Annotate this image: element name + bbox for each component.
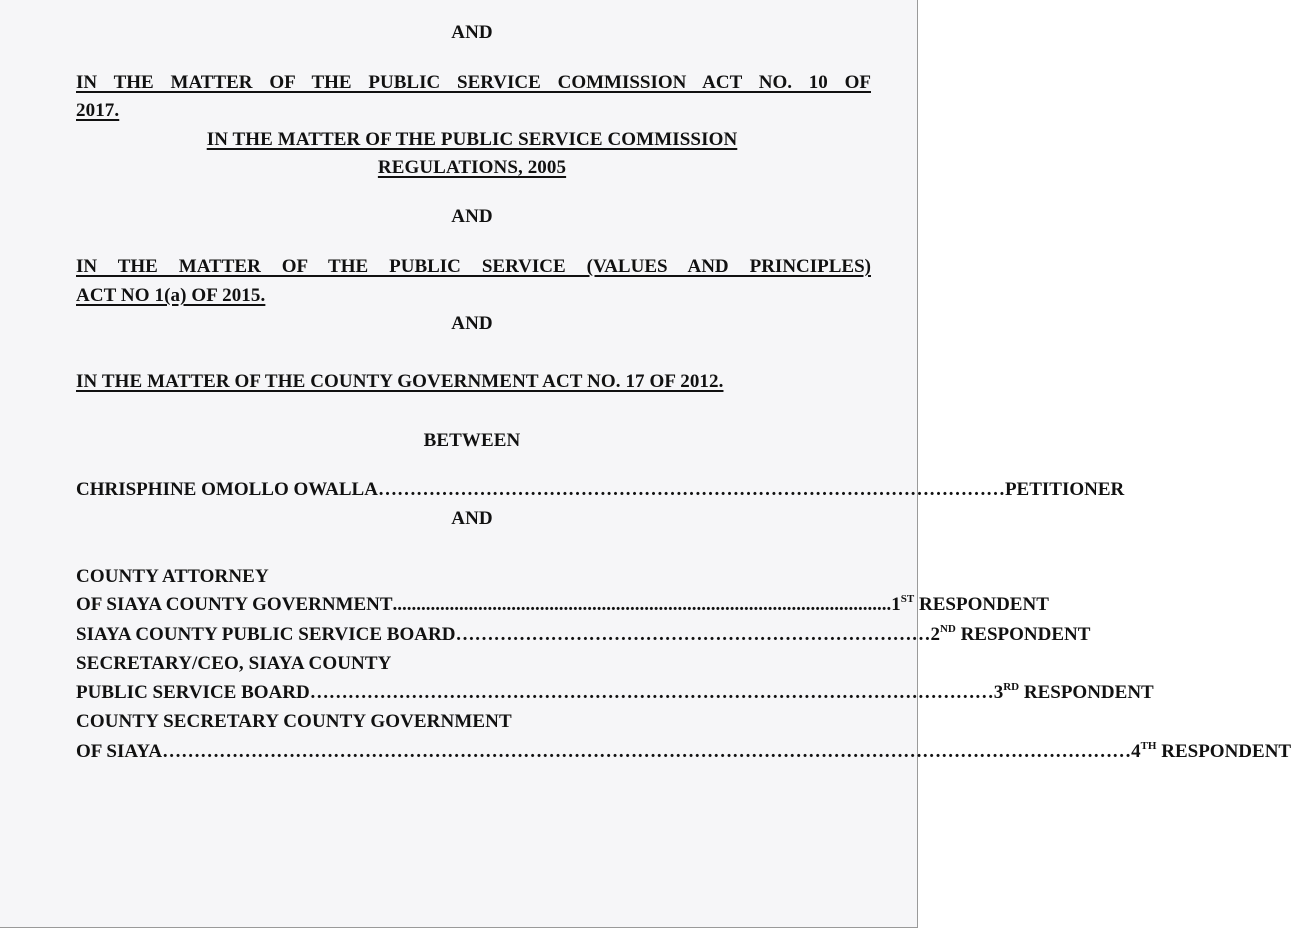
petitioner-leader-dots: ……………………………………………………………………………………… (377, 479, 1005, 500)
respondent-4-name: OF SIAYA (76, 741, 163, 762)
between-heading: BETWEEN (423, 430, 521, 451)
respondent-1-name: OF SIAYA COUNTY GOVERNMENT (76, 594, 393, 615)
respondent-4-row (76, 740, 1291, 763)
respondent-2-name: SIAYA COUNTY PUBLIC SERVICE BOARD (76, 624, 456, 645)
respondent-3-row (76, 681, 1154, 704)
and-heading-1: AND (451, 22, 493, 43)
petitioner-role: PETITIONER (1004, 479, 1125, 500)
respondent-3-name: PUBLIC SERVICE BOARD (76, 682, 310, 703)
matter-4: IN THE MATTER OF THE COUNTY GOVERNMENT ACT NO. 17 OF 2012. (76, 371, 724, 392)
and-heading-4: AND (451, 508, 493, 529)
and-heading-3: AND (451, 313, 493, 334)
and-heading-2: AND (451, 206, 493, 227)
respondent-3-leader-dots: ……………………………………………………………………………………………… (309, 682, 994, 703)
respondent-3-line-1: SECRETARY/CEO, SIAYA COUNTY (76, 653, 392, 674)
respondent-4-leader-dots: ……………………………………………………………………………………………………………………………………… (162, 741, 1132, 762)
matter-3-line-2: ACT NO 1(a) OF 2015. (76, 285, 266, 306)
matter-1-line-2: 2017. (76, 100, 120, 121)
respondent-3-role: 3RD RESPONDENT (993, 681, 1154, 703)
respondent-1-leader-dots: ......................................................................................................... (392, 594, 892, 615)
respondent-2-role: 2ND RESPONDENT (930, 623, 1091, 645)
respondent-1-role: 1ST RESPONDENT (891, 593, 1049, 615)
respondent-4-role: 4TH RESPONDENT (1131, 740, 1291, 762)
respondent-2-leader-dots: ………………………………………………………………… (455, 624, 931, 645)
respondent-1-line-1: COUNTY ATTORNEY (76, 566, 269, 587)
petitioner-name: CHRISPHINE OMOLLO OWALLA (76, 479, 378, 500)
matter-2-line-2: REGULATIONS, 2005 (377, 157, 567, 178)
respondent-2-row (76, 623, 1091, 646)
matter-3-line-1: IN THE MATTER OF THE PUBLIC SERVICE (VALUES AND PRINCIPLES) (76, 256, 871, 277)
respondent-1-row (76, 593, 1049, 616)
respondent-4-line-1: COUNTY SECRETARY COUNTY GOVERNMENT (76, 711, 512, 732)
petitioner-row (76, 479, 1125, 501)
matter-1-line-1: IN THE MATTER OF THE PUBLIC SERVICE COMMISSION ACT NO. 10 OF (76, 72, 871, 93)
matter-2-line-1: IN THE MATTER OF THE PUBLIC SERVICE COMMISSION (206, 129, 738, 150)
